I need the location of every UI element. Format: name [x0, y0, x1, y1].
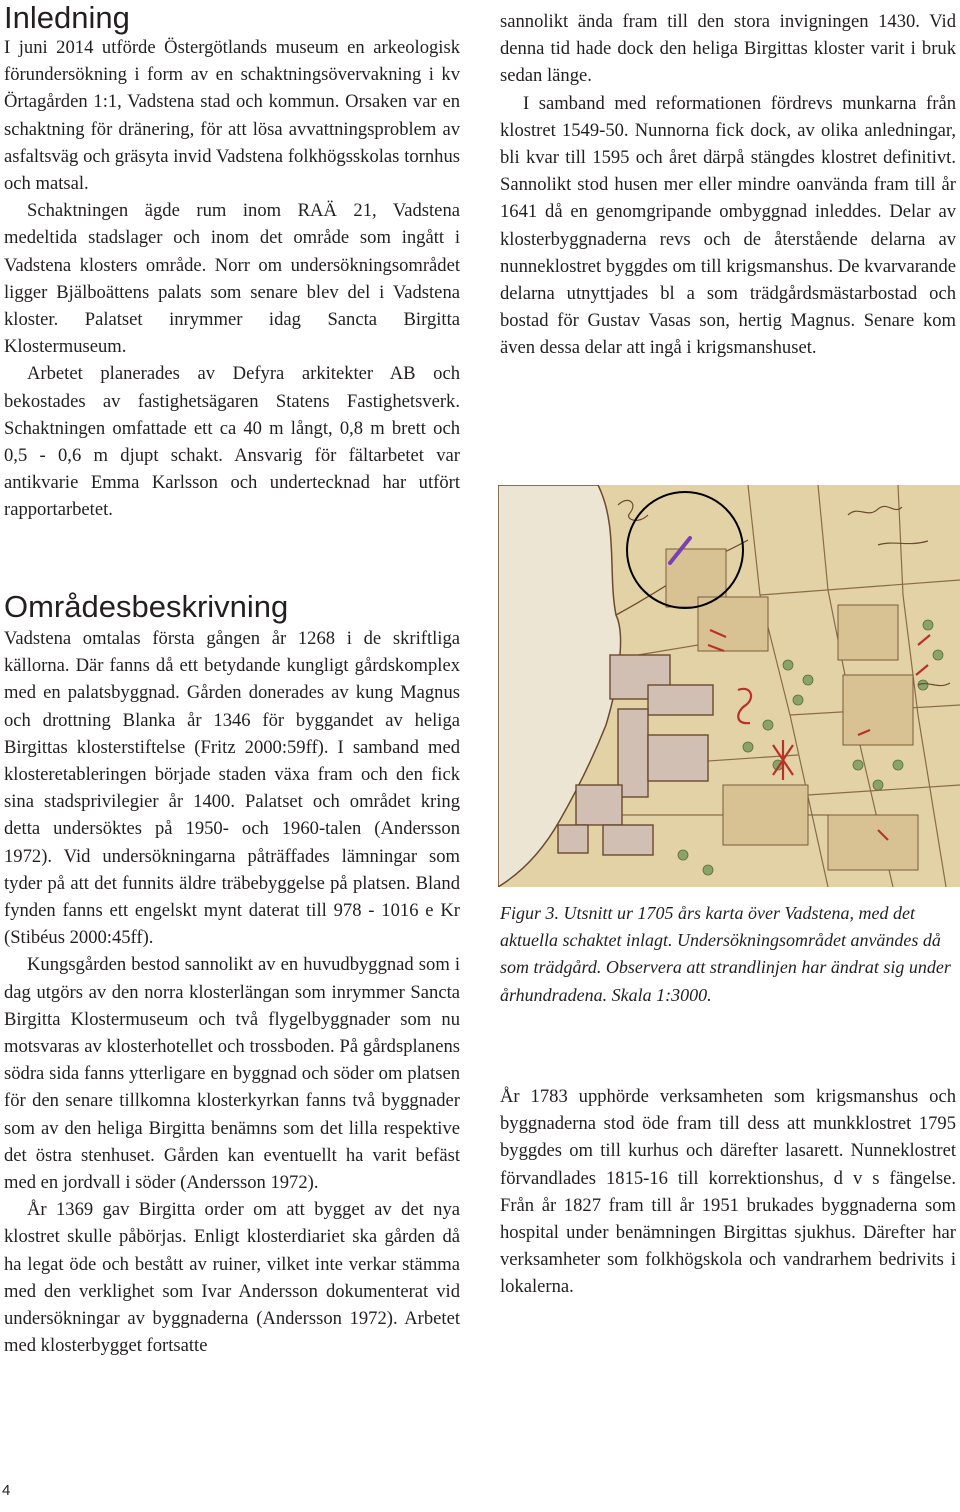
intro-text: [4, 34, 460, 524]
page-number: 4: [2, 1482, 11, 1499]
heading-inledning: Inledning: [4, 0, 130, 35]
paragraph: År 1369 gav Birgitta order om att bygget av det nya klostret skulle påbörjas. Enligt klosterdiariet ska gården då ha legat öde och bestått av ruiner, vilket inte verkar stämma med den verklighet som Ivar Andersson dokumenterat vid undersökningar av byggnaderna (Andersson 1972). Arbetet med klosterbygget fortsatte: [4, 1199, 460, 1357]
paragraph: Schaktningen ägde rum inom RAÄ 21, Vadstena medeltida stadslager och inom det område som ingått i Vadstena klosters område. Norr om undersökningsområdet ligger Bjälboättens palats som senare blev del i Vadstena kloster. Palatset inrymmer idag Sancta Birgitta Klostermuseum.: [4, 200, 460, 358]
heading-omradesbeskrivning: Områdesbeskrivning: [4, 589, 289, 624]
right-column-text-lower: [500, 1083, 956, 1301]
paragraph: sannolikt ända fram till den stora invigningen 1430. Vid denna tid hade dock den heliga Birgittas kloster varit i bruk sedan länge.: [500, 11, 956, 87]
paragraph: I juni 2014 utförde Östergötlands museum en arkeologisk förundersökning i form av en schaktningsövervakning i kv Örtagården 1:1, Vadstena stad och kommun. Orsaken var en schaktning för dränering, för att lösa avvattningsproblem av asfaltsväg och gräsyta invid Vadstena folkhögsskolas tornhus och matsal.: [4, 37, 460, 195]
historical-map-figure: [498, 485, 960, 887]
paragraph: I samband med reformationen fördrevs munkarna från klostret 1549-50. Nunnorna fick dock, av olika anledningar, bli kvar till 1595 och året därpå stängdes klostret definitivt. Sannolikt stod husen mer eller mindre oanvända fram till år 1641 då en genomgripande ombyggnad inleddes. Delar av klosterbyggnaderna revs och de återstående delarna av nunneklostret byggdes om till krigsmanshus. De kvarvarande delarna utnyttjades bl a som trädgårdsmästarbostad och bostad för Gustav Vasas son, hertig Magnus. Senare kom även dessa delar att ingå i krigsmanshuset.: [500, 92, 956, 359]
area-text: [4, 625, 460, 1359]
figure-caption: Figur 3. Utsnitt ur 1705 års karta över Vadstena, med det aktuella schaktet inlagt. Undersökningsområdet användes då som trädgård. Observera att strandlinjen har ändrat sig under århundradena. Skala 1:3000.: [500, 903, 951, 1005]
right-column-text: [500, 8, 956, 362]
paragraph: År 1783 upphörde verksamheten som krigsmanshus och byggnaderna stod öde fram till dess att munkklostret 1795 byggdes om till kurhus och därefter lasarett. Nunneklostret förvandlades 1815-16 till korrektionshus, d v s fängelse. Från år 1827 fram till år 1951 brukades byggnaderna som hospital under benämningen Birgittas sjukhus. Därefter har verksamheter som folkhögskola och vandrarhem bedrivits i lokalerna.: [500, 1086, 956, 1298]
paragraph: Arbetet planerades av Defyra arkitekter AB och bekostades av fastighetsägaren Statens Fastighetsverk. Schaktningen omfattade ett ca 40 m långt, 0,8 m brett och 0,5 - 0,6 m djupt schakt. Ansvarig för fältarbetet var antikvarie Emma Karlsson och undertecknad har utfört rapportarbetet.: [4, 363, 460, 521]
map-drawing: [498, 485, 960, 887]
paragraph: Kungsgården bestod sannolikt av en huvudbyggnad som i dag utgörs av den norra klosterlängan som inrymmer Sancta Birgitta Klostermuseum och två flygelbyggnader som nu motsvaras av klosterhotellet och trossboden. På gårdsplanens södra sida fanns ytterligare en byggnad och söder om platsen för den senare tillkomna klosterkyrkan fanns två byggnader som av den heliga Birgitta benämns som det lilla respektive det östra stenhuset. Gården kan eventuellt ha varit befäst med en jordvall i söder (Andersson 1972).: [4, 954, 460, 1194]
paragraph: Vadstena omtalas första gången år 1268 i de skriftliga källorna. Där fanns då ett betydande kungligt gårdskomplex med en palatsbyggnad. Gården donerades av kung Magnus och drottning Blanka år 1346 för byggandet av heliga Birgittas klosterstiftelse (Fritz 2000:59ff). I samband med klosteretableringen började staden växa fram och den fick sina stadsprivilegier år 1400. Palatset och området kring detta undersöktes på 1950- och 1960-talen (Andersson 1972). Vid undersökningarna påträffades lämningar som tyder på att det funnits äldre träbebyggelse på platsen. Bland fynden fanns ett engelskt mynt daterat till 978 - 1016 e Kr (Stibéus 2000:45ff).: [4, 628, 460, 949]
